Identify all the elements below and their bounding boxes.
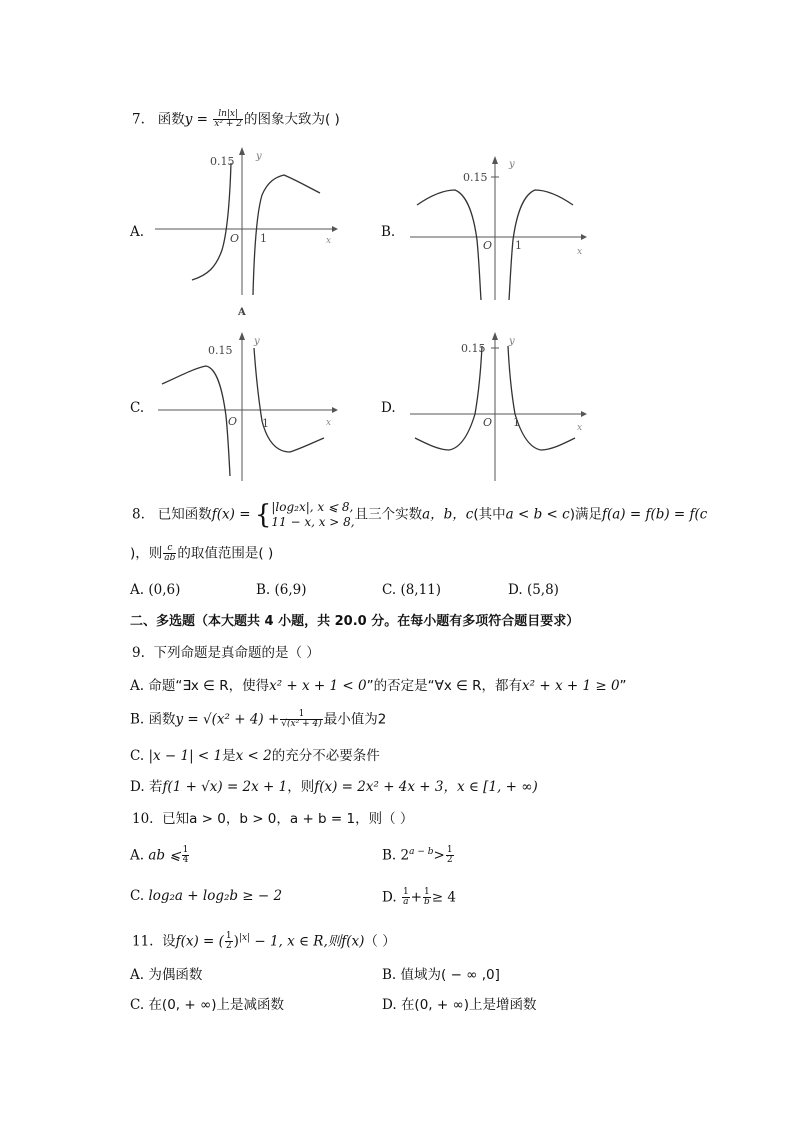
q10-option-d-den1: a bbox=[403, 897, 409, 908]
q8-cond-post: )满足 bbox=[569, 506, 602, 523]
q9-option-b-post: 最小值为2 bbox=[323, 711, 387, 728]
one-label: 1 bbox=[513, 416, 520, 429]
q10-option-a-fraction bbox=[182, 846, 190, 866]
q11-option-b-text: 值域为( − ∞ ,0] bbox=[400, 967, 500, 983]
q10-option-b-fraction bbox=[446, 846, 454, 866]
q10-option-b[interactable] bbox=[382, 846, 455, 866]
q11-option-a[interactable] bbox=[130, 969, 202, 983]
q10-option-a-label: A. bbox=[130, 847, 145, 864]
q9-option-d-pre: 若 bbox=[148, 779, 163, 795]
origin-label: O bbox=[483, 416, 493, 429]
q11-num: 1 bbox=[225, 931, 232, 941]
q10-stem-text: 已知a > 0，b > 0，a + b = 1，则（ ） bbox=[162, 811, 414, 827]
q11-option-c-text: 在(0, + ∞)上是减函数 bbox=[148, 997, 284, 1013]
q9-option-c-mid: 是 bbox=[222, 748, 236, 764]
q9-option-c-m1: |x − 1| < 1 bbox=[148, 748, 223, 764]
q8-line2-pre: )，则 bbox=[130, 545, 163, 562]
tick-015: 0.15 bbox=[463, 171, 488, 184]
q10-option-a-num: 1 bbox=[182, 845, 189, 855]
section-2-title: 二、多选题（本大题共 4 小题，共 20.0 分。在每小题有多项符合题目要求） bbox=[130, 614, 580, 629]
q7-graph-d bbox=[405, 326, 605, 486]
q8-stem-pre: 已知函数 bbox=[157, 506, 212, 523]
q8-option-a[interactable] bbox=[130, 584, 180, 598]
origin-label: O bbox=[230, 232, 240, 245]
q9-option-a-m2: x² + x + 1 ≥ 0 bbox=[522, 678, 620, 694]
q9-option-d-m1: f(1 + √x) = 2x + 1 bbox=[162, 779, 288, 795]
q8-cases bbox=[271, 500, 354, 530]
q8-frac-num: c bbox=[163, 544, 176, 554]
q9-option-b-num: 1 bbox=[280, 710, 322, 720]
origin-label: O bbox=[483, 239, 493, 252]
q8-stem-mid: 且三个实数 bbox=[354, 506, 423, 523]
q11-option-c-label: C. bbox=[130, 997, 145, 1013]
q10-stem bbox=[132, 813, 413, 827]
q7-option-b-label[interactable]: B. bbox=[381, 224, 396, 240]
tick-015: 0.15 bbox=[210, 155, 235, 168]
q8-option-c-label: C. bbox=[382, 582, 397, 598]
y-axis-arrow bbox=[239, 147, 245, 155]
q8-case1: |log₂x|, x ⩽ 8, bbox=[271, 500, 354, 514]
q9-option-b-den: √(x² + 4) bbox=[281, 719, 322, 730]
q11-stem: 11. 设f(x) = ( $\frac{1}{2}$ )$^{|x|}$ − 1, x ∈ R,则f(x)（ ） bbox=[132, 931, 396, 952]
x-label: x bbox=[577, 423, 583, 433]
q8-number: 8. bbox=[132, 506, 145, 523]
q8-stem-line2 bbox=[130, 544, 273, 564]
x-label: x bbox=[326, 418, 332, 428]
q8-option-d-text: (5,8) bbox=[526, 582, 559, 598]
q11-number: 11. bbox=[132, 933, 154, 950]
q11-stem-post: （ ） bbox=[364, 933, 396, 950]
one-label: 1 bbox=[515, 239, 522, 252]
q9-option-c-m2: x < 2 bbox=[235, 748, 272, 764]
q10-option-b-num: 1 bbox=[446, 845, 453, 855]
q9-option-d[interactable] bbox=[130, 781, 538, 795]
tick-015: 0.15 bbox=[461, 342, 486, 355]
q7-stem-pre: 函数 bbox=[157, 111, 185, 128]
x-label: x bbox=[326, 236, 332, 246]
y-axis-arrow bbox=[239, 332, 245, 340]
q7-graph-a bbox=[150, 145, 350, 305]
q10-option-a-den: 4 bbox=[182, 855, 189, 866]
q9-stem-text: 下列命题是真命题的是（ ） bbox=[153, 645, 320, 661]
q10-option-d[interactable] bbox=[382, 888, 456, 908]
q10-option-b-exp: a − b bbox=[409, 846, 434, 857]
q9-option-a-label: A. bbox=[130, 678, 145, 694]
q8-cond: a < b < c bbox=[505, 506, 570, 523]
q10-option-d-plus: + bbox=[410, 889, 422, 906]
q9-option-c-label: C. bbox=[130, 748, 145, 764]
y-label: y bbox=[509, 336, 515, 347]
y-label: y bbox=[509, 159, 515, 170]
x-axis-arrow bbox=[332, 226, 338, 232]
q9-option-b-pre: 函数 bbox=[148, 711, 176, 728]
curve-near-right bbox=[508, 346, 575, 450]
q10-option-a-pre: ab ⩽ bbox=[148, 847, 181, 864]
q10-option-d-num1: 1 bbox=[402, 887, 409, 897]
x-axis-arrow bbox=[581, 411, 587, 417]
q9-option-d-post: ，x ∈ [1, + ∞) bbox=[443, 779, 538, 795]
x-label: x bbox=[577, 247, 583, 257]
q11-exp: |x| bbox=[238, 932, 251, 943]
q9-option-a[interactable] bbox=[130, 680, 627, 694]
curve-right bbox=[254, 348, 324, 452]
q10-option-d-num2: 1 bbox=[424, 887, 430, 897]
one-label: 1 bbox=[260, 232, 267, 245]
curve-left bbox=[417, 190, 481, 300]
q8-case2: 11 − x, x > 8, bbox=[271, 515, 355, 529]
q9-option-b-fraction bbox=[280, 710, 322, 730]
q8-brace: { bbox=[254, 500, 272, 530]
q10-option-d-frac1 bbox=[402, 888, 410, 908]
q10-option-b-den: 2 bbox=[446, 855, 453, 866]
q11-option-b[interactable] bbox=[382, 969, 500, 983]
q10-option-b-gt: > bbox=[433, 847, 445, 864]
y-axis-arrow bbox=[492, 156, 498, 164]
q9-option-a-mid: ”的否定是“∀x ∈ R，都有 bbox=[366, 678, 523, 694]
q8-vars: a，b，c bbox=[422, 506, 474, 523]
x-axis-arrow bbox=[581, 234, 587, 240]
q7-graph-a-caption: A bbox=[238, 307, 246, 318]
q9-option-d-label: D. bbox=[130, 779, 145, 795]
q11-option-d-text: 在(0, + ∞)上是增函数 bbox=[400, 997, 537, 1013]
q7-graph-c bbox=[150, 326, 350, 486]
q9-option-b[interactable] bbox=[130, 710, 386, 730]
q7-stem bbox=[132, 110, 340, 130]
q10-option-d-post: ≥ 4 bbox=[431, 889, 456, 906]
q11-option-d-label: D. bbox=[382, 997, 397, 1013]
q8-option-b-text: (6,9) bbox=[274, 582, 307, 598]
q11-option-d[interactable] bbox=[382, 999, 537, 1013]
q11-option-a-label: A. bbox=[130, 967, 145, 983]
q9-option-b-label: B. bbox=[130, 711, 145, 728]
q11-den: 2 bbox=[225, 941, 232, 952]
q9-option-c[interactable] bbox=[130, 750, 380, 764]
q7-frac-num: ln|x| bbox=[213, 110, 243, 120]
q11-stem-pre: 设 bbox=[162, 933, 176, 950]
q8-f: f(x) = bbox=[211, 506, 251, 523]
q9-option-a-pre: 命题“∃x ∈ R，使得 bbox=[148, 678, 270, 694]
q11-option-a-text: 为偶函数 bbox=[148, 967, 203, 983]
q9-option-a-post: ” bbox=[619, 678, 627, 694]
q10-option-c-label: C. bbox=[130, 888, 145, 904]
q10-option-b-label: B. bbox=[382, 847, 397, 864]
q7-func-lhs: y = bbox=[184, 111, 208, 128]
q7-option-a-label[interactable]: A. bbox=[130, 224, 145, 240]
curve-left bbox=[192, 163, 231, 280]
y-label: y bbox=[256, 151, 262, 162]
q9-option-c-post: 的充分不必要条件 bbox=[271, 748, 380, 764]
q10-option-d-frac2 bbox=[423, 888, 431, 908]
curve-left bbox=[162, 366, 230, 476]
q11-f: f(x) = ( bbox=[175, 933, 224, 950]
tick-015: 0.15 bbox=[208, 344, 233, 357]
q10-option-b-base: 2 bbox=[400, 847, 410, 864]
q11-stem-mid: − 1, x ∈ R,则 bbox=[254, 933, 342, 950]
q8-frac-den: ab bbox=[164, 553, 176, 564]
q9-option-d-mid: ，则 bbox=[287, 779, 315, 795]
q8-option-a-text: (0,6) bbox=[148, 582, 181, 598]
q9-option-a-m1: x² + x + 1 < 0 bbox=[269, 678, 367, 694]
q8-option-b[interactable] bbox=[256, 584, 307, 598]
q11-fraction bbox=[225, 932, 233, 952]
q10-option-a[interactable] bbox=[130, 846, 190, 866]
origin-label: O bbox=[228, 415, 238, 428]
q7-fraction bbox=[213, 110, 243, 130]
x-axis-arrow bbox=[332, 407, 338, 413]
q8-cond-pre: (其中 bbox=[473, 506, 506, 523]
q9-option-b-m: y = √(x² + 4) + bbox=[175, 711, 280, 728]
q7-graph-b bbox=[405, 150, 605, 310]
q8-option-b-label: B. bbox=[256, 582, 271, 598]
q7-stem-post: 的图象大致为( ) bbox=[243, 111, 340, 128]
y-label: y bbox=[254, 336, 260, 347]
q11-option-c[interactable] bbox=[130, 999, 284, 1013]
q10-number: 10. bbox=[132, 811, 154, 827]
q7-number: 7. bbox=[132, 111, 145, 128]
q7-frac-den: x² + 2 bbox=[214, 119, 242, 130]
q9-number: 9. bbox=[132, 645, 145, 661]
curve-far-left bbox=[415, 346, 482, 450]
q8-line2-post: 的取值范围是( ) bbox=[177, 545, 274, 562]
q9-stem bbox=[132, 647, 320, 661]
q8-option-d-label: D. bbox=[508, 582, 523, 598]
q7-option-d-label[interactable]: D. bbox=[381, 400, 396, 416]
q8-option-c-text: (8,11) bbox=[400, 582, 442, 598]
q8-fraction bbox=[163, 544, 176, 564]
q8-option-c[interactable] bbox=[382, 584, 441, 598]
y-axis-arrow bbox=[492, 332, 498, 340]
q8-option-d[interactable] bbox=[508, 584, 559, 598]
q7-option-c-label[interactable]: C. bbox=[130, 400, 145, 416]
q10-option-d-den2: b bbox=[423, 897, 430, 908]
one-label: 1 bbox=[262, 417, 269, 430]
q8-stem-line1 bbox=[132, 500, 707, 530]
q8-option-a-label: A. bbox=[130, 582, 145, 598]
q11-fx: f(x) bbox=[341, 933, 365, 950]
q10-option-d-label: D. bbox=[382, 889, 397, 906]
q9-option-d-m2: f(x) = 2x² + 4x + 3 bbox=[314, 779, 444, 795]
q8-eq: f(a) = f(b) = f(c bbox=[601, 506, 708, 523]
q10-option-c[interactable] bbox=[130, 890, 282, 904]
q11-option-b-label: B. bbox=[382, 967, 397, 983]
q10-option-c-text: log₂a + log₂b ≥ − 2 bbox=[148, 888, 283, 904]
